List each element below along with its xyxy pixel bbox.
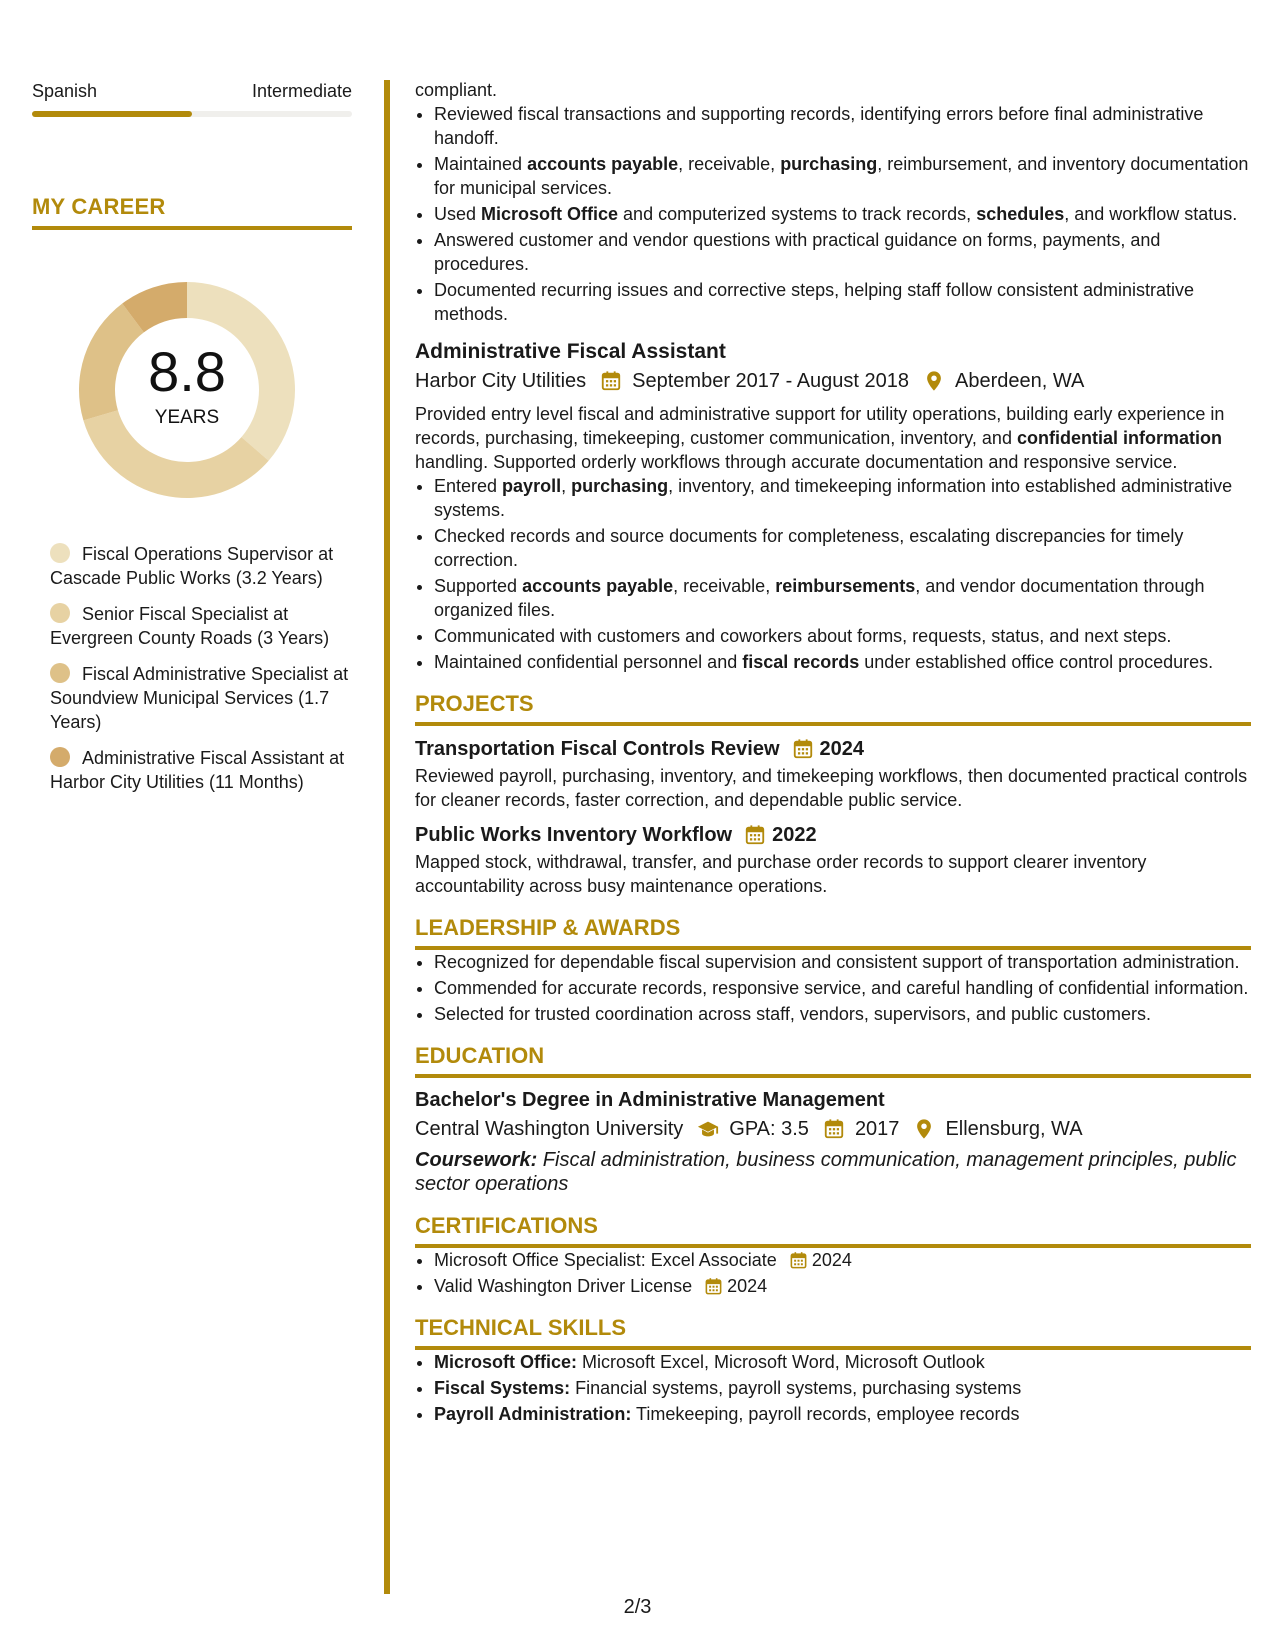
certifications-heading: CERTIFICATIONS [415, 1212, 1251, 1248]
career-legend-item [50, 602, 352, 650]
skill-label: Payroll Administration: [434, 1404, 632, 1424]
text-run: Supported [434, 576, 523, 596]
text-run: , and vendor documentation through organized files. [434, 576, 1205, 620]
graduation-cap-icon [697, 1118, 719, 1140]
career-legend-item [50, 542, 352, 590]
project-year: 2024 [819, 738, 865, 760]
certifications-list [415, 1248, 1251, 1298]
award-item: • Commended for accurate records, responsive service, and careful handling of confidential information. [434, 976, 1251, 1000]
legend-dot-icon [50, 603, 70, 623]
bold-text: purchasing [780, 154, 878, 174]
skill-values: Microsoft Excel, Microsoft Word, Microsoft Outlook [577, 1352, 985, 1372]
job-meta [415, 366, 1251, 396]
skill-values: Timekeeping, payroll records, employee records [631, 1404, 1020, 1424]
calendar-icon [792, 738, 814, 760]
education-gpa: GPA: 3.5 [729, 1118, 809, 1140]
bullet-item [434, 624, 1251, 648]
certification-row [434, 1274, 1251, 1298]
legend-dot-icon [50, 747, 70, 767]
text-run: Entered [434, 476, 503, 496]
education-year: 2017 [854, 1118, 900, 1140]
skill-label: Microsoft Office: [434, 1352, 578, 1372]
bold-text: accounts payable [527, 154, 679, 174]
career-total-value: 8.8 [148, 339, 226, 403]
awards-heading: LEADERSHIP & AWARDS [415, 914, 1251, 950]
awards-list [415, 950, 1251, 1026]
donut-center [67, 270, 307, 510]
language-level: Intermediate [251, 81, 352, 101]
text-run: , receivable, [673, 576, 776, 596]
bullet-item [434, 474, 1251, 522]
job-summary [415, 402, 1251, 474]
education-coursework [415, 1148, 1251, 1196]
text-run: Maintained confidential personnel and [434, 652, 743, 672]
project-title [415, 734, 1251, 764]
text-run: , [561, 476, 572, 496]
map-pin-icon [913, 1118, 935, 1140]
project-description: Mapped stock, withdrawal, transfer, and purchase order records to support clearer inventory accountability across busy maintenance operations. [415, 852, 1147, 896]
certification-year: 2024 [727, 1276, 768, 1296]
job-title: Administrative Fiscal Assistant [415, 340, 726, 363]
language-proficiency-bar [32, 111, 352, 117]
calendar-icon [704, 1277, 723, 1296]
projects-heading: PROJECTS [415, 690, 1251, 726]
bold-text: accounts payable [522, 576, 674, 596]
skill-label: Fiscal Systems: [434, 1378, 571, 1398]
language-proficiency-fill [32, 111, 192, 117]
skills-list [415, 1350, 1251, 1426]
education-meta [415, 1114, 1251, 1144]
coursework-text: Fiscal administration, business communication, management principles, public sector operations [415, 1149, 1237, 1195]
bold-text: fiscal records [742, 652, 860, 672]
project-title [415, 820, 1251, 850]
column-divider [384, 80, 390, 1594]
text-run: under established office control procedures. [859, 652, 1214, 672]
bold-text: purchasing [571, 476, 669, 496]
bold-text: payroll [502, 476, 562, 496]
certification-name: • Microsoft Office Specialist: Excel Associate [434, 1250, 777, 1270]
text-run: Maintained [434, 154, 528, 174]
job-company: Harbor City Utilities [415, 370, 587, 392]
text-run: , and workflow status. [1064, 204, 1238, 224]
certification-row [434, 1248, 1251, 1272]
text-run: Answered customer and vendor questions with practical guidance on forms, payments, and procedures. [434, 230, 1161, 274]
text-run: Checked records and source documents for completeness, escalating discrepancies for timely correction. [434, 526, 1184, 570]
career-legend-item [50, 746, 352, 794]
job-bullets [415, 474, 1251, 674]
skill-item [434, 1402, 1251, 1426]
career-legend-label: Fiscal Operations Supervisor at Cascade Public Works (3.2 Years) [50, 543, 334, 588]
skill-item [434, 1350, 1251, 1374]
legend-dot-icon [50, 663, 70, 683]
page-number: 2/3 [623, 1596, 652, 1618]
text-run: handling. Supported orderly workflows through accurate documentation and responsive service. [415, 452, 1178, 472]
career-legend-item [50, 662, 352, 734]
language-name: Spanish [32, 81, 98, 101]
bullet-item [434, 574, 1251, 622]
education-heading: EDUCATION [415, 1042, 1251, 1078]
certification-item [434, 1248, 1251, 1272]
text-run: Reviewed fiscal transactions and supporting records, identifying errors before final administrative handoff. [434, 104, 1204, 148]
skill-item [434, 1376, 1251, 1400]
bullet-item [434, 650, 1251, 674]
project-description: Reviewed payroll, purchasing, inventory, and timekeeping workflows, then documented practical controls for cleaner records, faster correction, and dependable public service. [415, 766, 1248, 810]
text-run: Documented recurring issues and corrective steps, helping staff follow consistent administrative methods. [434, 280, 1195, 324]
text-run: , receivable, [678, 154, 781, 174]
text-run: , reimbursement, and inventory documentation for municipal services. [434, 154, 1249, 198]
map-pin-icon [923, 370, 945, 392]
language-row [32, 80, 352, 103]
award-item: • Recognized for dependable fiscal supervision and consistent support of transportation administration. [434, 950, 1251, 974]
bullet-item [434, 102, 1251, 150]
project-year: 2022 [772, 824, 817, 846]
bullet-item [434, 228, 1251, 276]
career-donut-chart [67, 270, 307, 510]
certification-name: • Valid Washington Driver License [434, 1276, 693, 1296]
bullet-item [434, 524, 1251, 572]
career-total-unit: YEARS [154, 406, 220, 428]
career-legend-label: Fiscal Administrative Specialist at Soundview Municipal Services (1.7 Years) [50, 663, 349, 732]
bold-text: reimbursements [775, 576, 916, 596]
bold-text: confidential information [1016, 428, 1222, 448]
coursework-label: Coursework: [415, 1149, 538, 1171]
right-column [415, 78, 1251, 1428]
bullet-item [434, 278, 1251, 326]
bullet-item [434, 152, 1251, 200]
bold-text: Microsoft Office [481, 204, 619, 224]
text-run: Used [434, 204, 482, 224]
career-heading: MY CAREER [32, 193, 352, 230]
legend-dot-icon [50, 543, 70, 563]
skill-values: Financial systems, payroll systems, purchasing systems [570, 1378, 1022, 1398]
job-dates: September 2017 - August 2018 [632, 370, 910, 392]
calendar-icon [789, 1251, 808, 1270]
previous-job-bullets [415, 102, 1251, 326]
previous-job-tail: compliant. [415, 80, 498, 100]
text-run: Provided entry level fiscal and administrative support for utility operations, building early experience in records, purchasing, timekeeping, customer communication, inventory, and [415, 404, 1225, 448]
text-run: and computerized systems to track records, [618, 204, 977, 224]
job-location: Aberdeen, WA [955, 370, 1085, 392]
project-name: Transportation Fiscal Controls Review [415, 738, 780, 760]
certification-item [434, 1274, 1251, 1298]
bold-text: schedules [976, 204, 1065, 224]
education-school: Central Washington University [415, 1118, 684, 1140]
calendar-icon [823, 1118, 845, 1140]
left-column [32, 80, 352, 806]
calendar-icon [744, 824, 766, 846]
education-degree: Bachelor's Degree in Administrative Management [415, 1089, 885, 1111]
career-legend [50, 542, 352, 794]
bullet-item [434, 202, 1251, 226]
text-run: , inventory, and timekeeping information into established administrative systems. [434, 476, 1233, 520]
skills-heading: TECHNICAL SKILLS [415, 1314, 1251, 1350]
career-legend-label: Senior Fiscal Specialist at Evergreen County Roads (3 Years) [50, 603, 330, 648]
certification-year: 2024 [811, 1250, 852, 1270]
calendar-icon [600, 370, 622, 392]
projects-list [415, 734, 1251, 898]
text-run: Communicated with customers and coworkers about forms, requests, status, and next steps. [434, 626, 1172, 646]
award-item: • Selected for trusted coordination across staff, vendors, supervisors, and public customers. [434, 1002, 1251, 1026]
education-location: Ellensburg, WA [945, 1118, 1083, 1140]
project-name: Public Works Inventory Workflow [415, 824, 733, 846]
career-legend-label: Administrative Fiscal Assistant at Harbor City Utilities (11 Months) [50, 747, 345, 792]
